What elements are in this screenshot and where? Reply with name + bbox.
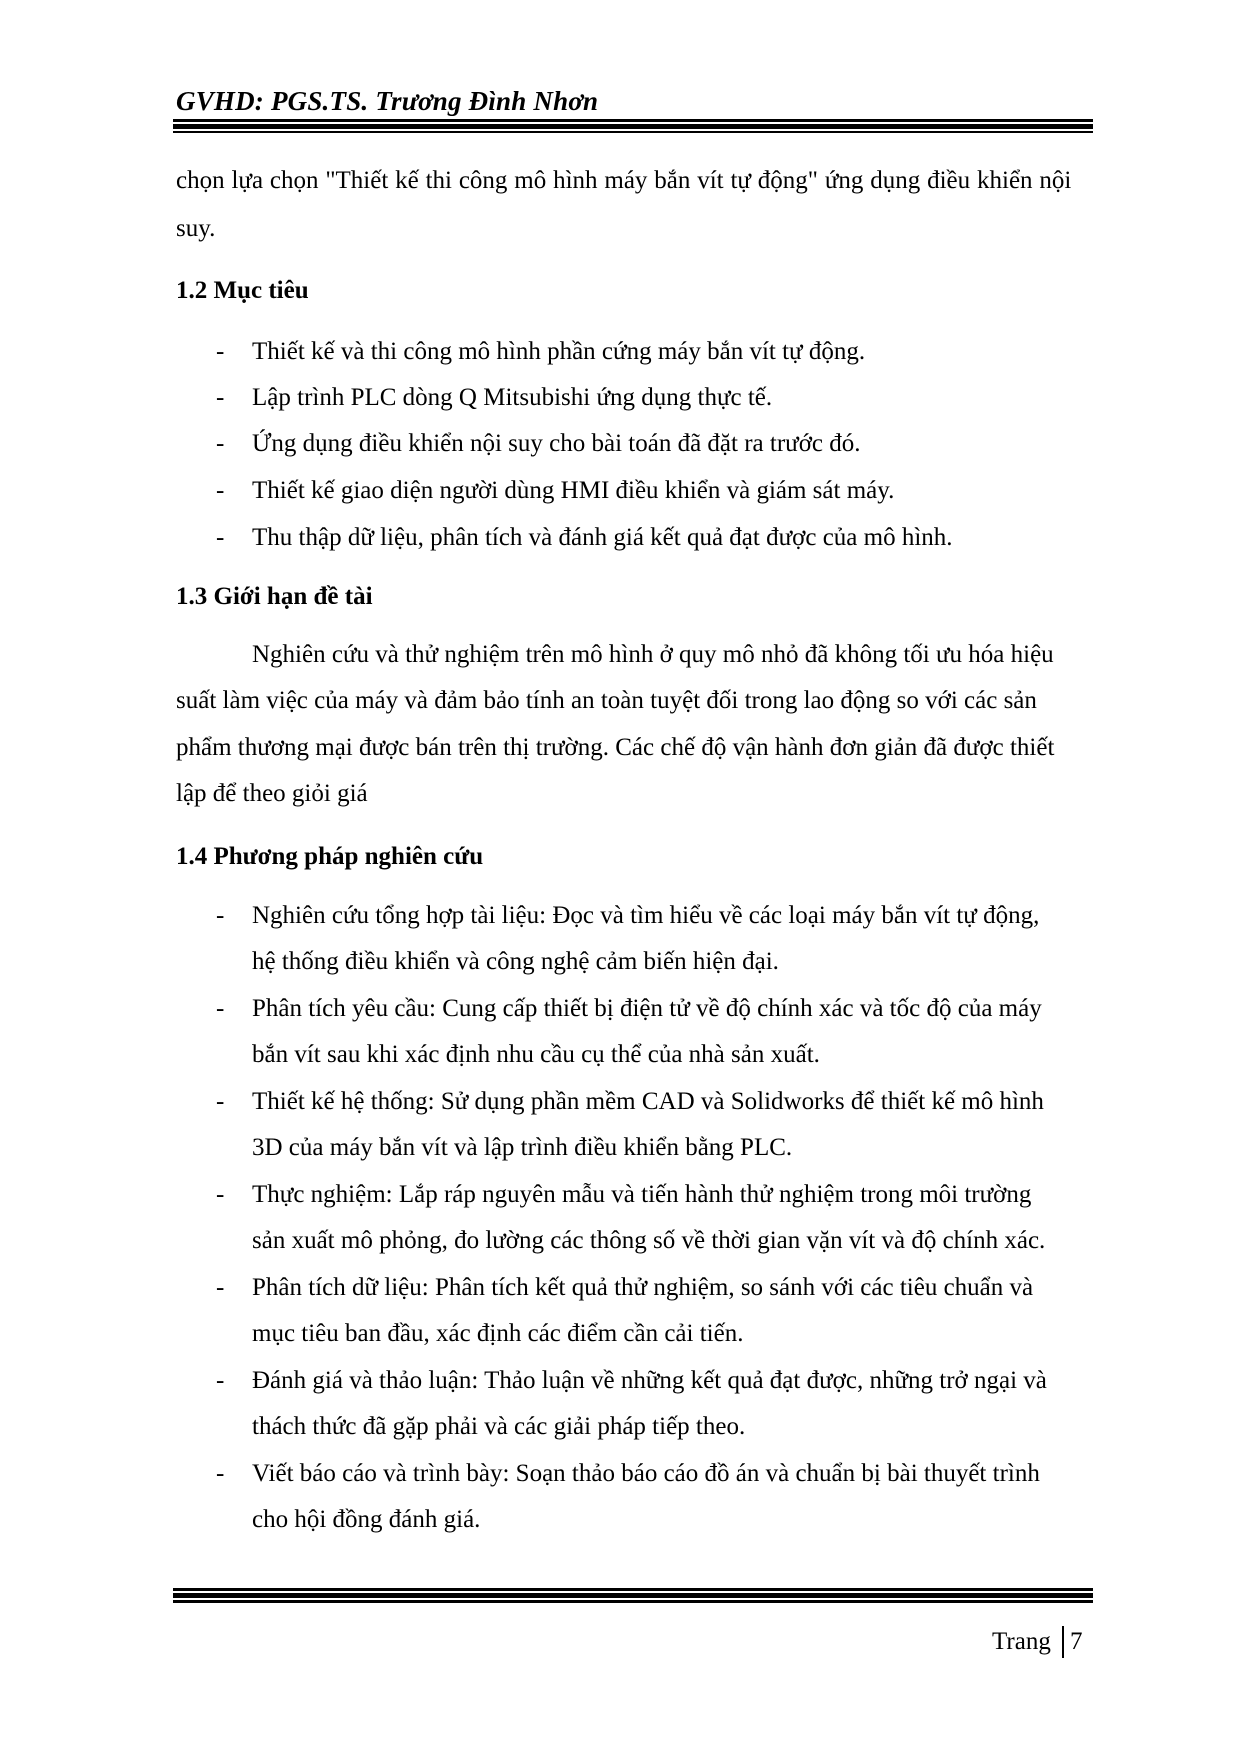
scope-line-4: lập để theo giỏi giá: [176, 780, 368, 807]
bullet-dash: -: [216, 1181, 225, 1208]
method-line: bắn vít sau khi xác định nhu cầu cụ thể của nhà sản xuất.: [252, 1041, 820, 1068]
method-line: cho hội đồng đánh giá.: [252, 1506, 481, 1533]
objective-item: Thiết kế giao diện người dùng HMI điều khiển và giám sát máy.: [252, 477, 895, 504]
method-line: Thiết kế hệ thống: Sử dụng phần mềm CAD và Solidworks để thiết kế mô hình: [252, 1088, 1044, 1115]
method-line: Nghiên cứu tổng hợp tài liệu: Đọc và tìm hiểu về các loại máy bắn vít tự động,: [252, 902, 1040, 929]
section-heading-1-4: 1.4 Phương pháp nghiên cứu: [176, 843, 484, 870]
page-number: 7: [1070, 1628, 1083, 1655]
objective-item: Thu thập dữ liệu, phân tích và đánh giá kết quả đạt được của mô hình.: [252, 524, 953, 551]
header-rule-thick: [173, 124, 1093, 129]
method-line: hệ thống điều khiển và công nghệ cảm biến hiện đại.: [252, 948, 779, 975]
header-rule-thin-top: [173, 119, 1093, 122]
footer-rule-thick: [173, 1593, 1093, 1598]
bullet-dash: -: [216, 477, 225, 504]
method-line: Thực nghiệm: Lắp ráp nguyên mẫu và tiến hành thử nghiệm trong môi trường: [252, 1181, 1032, 1208]
method-line: Phân tích dữ liệu: Phân tích kết quả thử nghiệm, so sánh với các tiêu chuẩn và: [252, 1274, 1034, 1301]
header-title: GVHD: PGS.TS. Trương Đình Nhơn: [176, 86, 599, 116]
page-number-separator: [1062, 1626, 1064, 1658]
objective-item: Ứng dụng điều khiển nội suy cho bài toán đã đặt ra trước đó.: [252, 430, 861, 457]
bullet-dash: -: [216, 430, 225, 457]
bullet-dash: -: [216, 1274, 225, 1301]
objective-item: Lập trình PLC dòng Q Mitsubishi ứng dụng thực tế.: [252, 384, 773, 411]
method-line: mục tiêu ban đầu, xác định các điểm cần cải tiến.: [252, 1320, 744, 1347]
section-heading-1-3: 1.3 Giới hạn đề tài: [176, 583, 373, 610]
method-line: sản xuất mô phỏng, đo lường các thông số về thời gian vặn vít và độ chính xác.: [252, 1227, 1046, 1254]
objective-item: Thiết kế và thi công mô hình phần cứng máy bắn vít tự động.: [252, 338, 866, 365]
method-line: Phân tích yêu cầu: Cung cấp thiết bị điện tử về độ chính xác và tốc độ của máy: [252, 995, 1042, 1022]
method-line: Đánh giá và thảo luận: Thảo luận về những kết quả đạt được, những trở ngại và: [252, 1367, 1047, 1394]
scope-line-1: Nghiên cứu và thử nghiệm trên mô hình ở quy mô nhỏ đã không tối ưu hóa hiệu: [252, 641, 1054, 668]
method-line: thách thức đã gặp phải và các giải pháp tiếp theo.: [252, 1413, 746, 1440]
bullet-dash: -: [216, 384, 225, 411]
bullet-dash: -: [216, 1367, 225, 1394]
bullet-dash: -: [216, 1088, 225, 1115]
bullet-dash: -: [216, 995, 225, 1022]
footer-rule-thin-bottom: [173, 1600, 1093, 1603]
bullet-dash: -: [216, 1460, 225, 1487]
method-line: 3D của máy bắn vít và lập trình điều khiển bằng PLC.: [252, 1134, 793, 1161]
bullet-dash: -: [216, 338, 225, 365]
bullet-dash: -: [216, 524, 225, 551]
intro-line-2: suy.: [176, 215, 216, 242]
scope-line-3: phẩm thương mại được bán trên thị trường. Các chế độ vận hành đơn giản đã được thiết: [176, 734, 1055, 761]
bullet-dash: -: [216, 902, 225, 929]
scope-line-2: suất làm việc của máy và đảm bảo tính an toàn tuyệt đối trong lao động so với các sản: [176, 687, 1037, 714]
intro-line-1: chọn lựa chọn "Thiết kế thi công mô hình máy bắn vít tự động" ứng dụng điều khiển nội: [176, 167, 1072, 194]
section-heading-1-2: 1.2 Mục tiêu: [176, 277, 309, 304]
footer-rule-thin-top: [173, 1588, 1093, 1591]
page-label: Trang: [992, 1628, 1051, 1655]
header-rule-thin-bottom: [173, 131, 1093, 133]
method-line: Viết báo cáo và trình bày: Soạn thảo báo cáo đồ án và chuẩn bị bài thuyết trình: [252, 1460, 1040, 1487]
